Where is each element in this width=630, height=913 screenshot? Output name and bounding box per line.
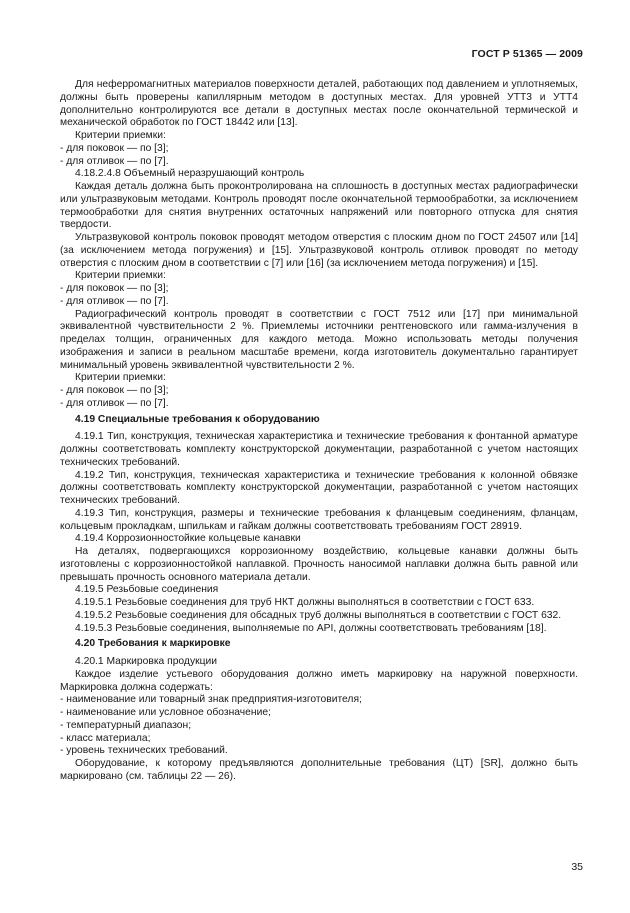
list-item: - для поковок — по [3]; <box>60 283 169 294</box>
paragraph: Критерии приемки: <box>75 270 166 282</box>
paragraph: 4.19.4 Коррозионностойкие кольцевые канавки <box>75 533 301 545</box>
list-item: - наименование или условное обозначение; <box>60 707 271 718</box>
paragraph: Ультразвуковой контроль поковок проводят методом отверстия с плоским дном по ГОСТ 24507 или [14] (за исключением метода погружения) и [15]. Ультразвуковой контроль отливок проводят по методу отверстия с плоским дном в соответствии с [7] или [16] (за исключением метода погружения) и [15]. <box>60 232 578 269</box>
section-heading: 4.19 Специальные требования к оборудованию <box>75 413 320 425</box>
paragraph: Критерии приемки: <box>75 372 166 384</box>
paragraph: 4.20.1 Маркировка продукции <box>75 656 217 667</box>
paragraph: На деталях, подвергающихся коррозионному воздействию, кольцевые канавки должны быть изготовлены с коррозионностойкой наплавкой. Прочность наносимой наплавки должна быть равной или превышать прочность основного материала детали. <box>60 546 578 583</box>
paragraph: 4.19.5.2 Резьбовые соединения для обсадных труб должны выполняться в соответствии с ГОСТ 632. <box>75 609 562 621</box>
list-item: - уровень технических требований. <box>60 745 228 757</box>
paragraph: Критерии приемки: <box>75 130 166 141</box>
list-item: - наименование или товарный знак предприятия-изготовителя; <box>60 694 362 706</box>
paragraph: Оборудование, к которому предъявляются дополнительные требования (ЦТ) [SR], должно быть маркировано (см. таблицы 22 — 26). <box>60 758 578 782</box>
paragraph: 4.19.5 Резьбовые соединения <box>75 584 219 596</box>
list-item: - для отливок — по [7]. <box>60 155 169 167</box>
paragraph: Каждая деталь должна быть проконтролирована на сплошность в доступных местах радиографически или ультразвуковым методами. Контроль проводят после окончательной термообработки, за исключением термообработки для снятия внутренних остаточных напряжений или повторного отпуска для снятия твердости. <box>60 181 578 231</box>
document-header: ГОСТ Р 51365 — 2009 <box>471 48 583 60</box>
list-item: - температурный диапазон; <box>60 719 192 731</box>
list-item: - для поковок — по [3]; <box>60 142 169 154</box>
section-heading: 4.20 Требования к маркировке <box>75 638 231 650</box>
page-number: 35 <box>571 861 583 873</box>
document-body <box>60 79 578 784</box>
list-item: - для отливок — по [7]. <box>60 295 169 307</box>
paragraph: Радиографический контроль проводят в соответствии с ГОСТ 7512 или [17] при минимальной эквивалентной чувствительности 2 %. Приемлемы источники рентгеновского или гамма-излучения в пределах толщин, ограниченных для каждого метода. Можно использовать методы получения изображения и записи в реальном масштабе времени, когда изготовитель документально гарантирует минимальный уровень эквивалентной чувствительности 2 %. <box>60 308 578 371</box>
list-item: - класс материала; <box>60 732 151 744</box>
paragraph: Каждое изделие устьевого оборудования должно иметь маркировку на наружной поверхности. Маркировка должна содержать: <box>60 668 578 693</box>
paragraph: 4.19.2 Тип, конструкция, техническая характеристика и технические требования к колонной обвязке должны соответствовать комплекту конструкторской документации, разработанной с учетом настоящих технических требований. <box>60 469 578 506</box>
list-item: - для поковок — по [3]; <box>60 385 169 396</box>
paragraph: 4.19.3 Тип, конструкция, размеры и технические требования к фланцевым соединениям, фланцам, кольцевым прокладкам, шпилькам и гайкам должны соответствовать требованиям ГОСТ 28919. <box>60 507 578 532</box>
list-item: - для отливок — по [7]. <box>60 397 169 409</box>
paragraph: Для неферромагнитных материалов поверхности деталей, работающих под давлением и уплотняемых, должны быть проверены капиллярным методом в доступных местах. Для уровней УТТ3 и УТТ4 дополнительно контролируются все детали в доступных местах после окончательной термической и механической обработок по ГОСТ 18442 или [13]. <box>60 79 578 129</box>
paragraph: 4.19.1 Тип, конструкция, техническая характеристика и технические требования к фонтанной арматуре должны соответствовать комплекту конструкторской документации, разработанной с учетом настоящих технических требований. <box>60 431 578 468</box>
paragraph: 4.18.2.4.8 Объемный неразрушающий контроль <box>75 168 305 180</box>
paragraph: 4.19.5.1 Резьбовые соединения для труб НКТ должны выполняться в соответствии с ГОСТ 633. <box>75 597 535 608</box>
paragraph: 4.19.5.3 Резьбовые соединения, выполняемые по API, должны соответствовать требованиям [18]. <box>75 622 547 634</box>
